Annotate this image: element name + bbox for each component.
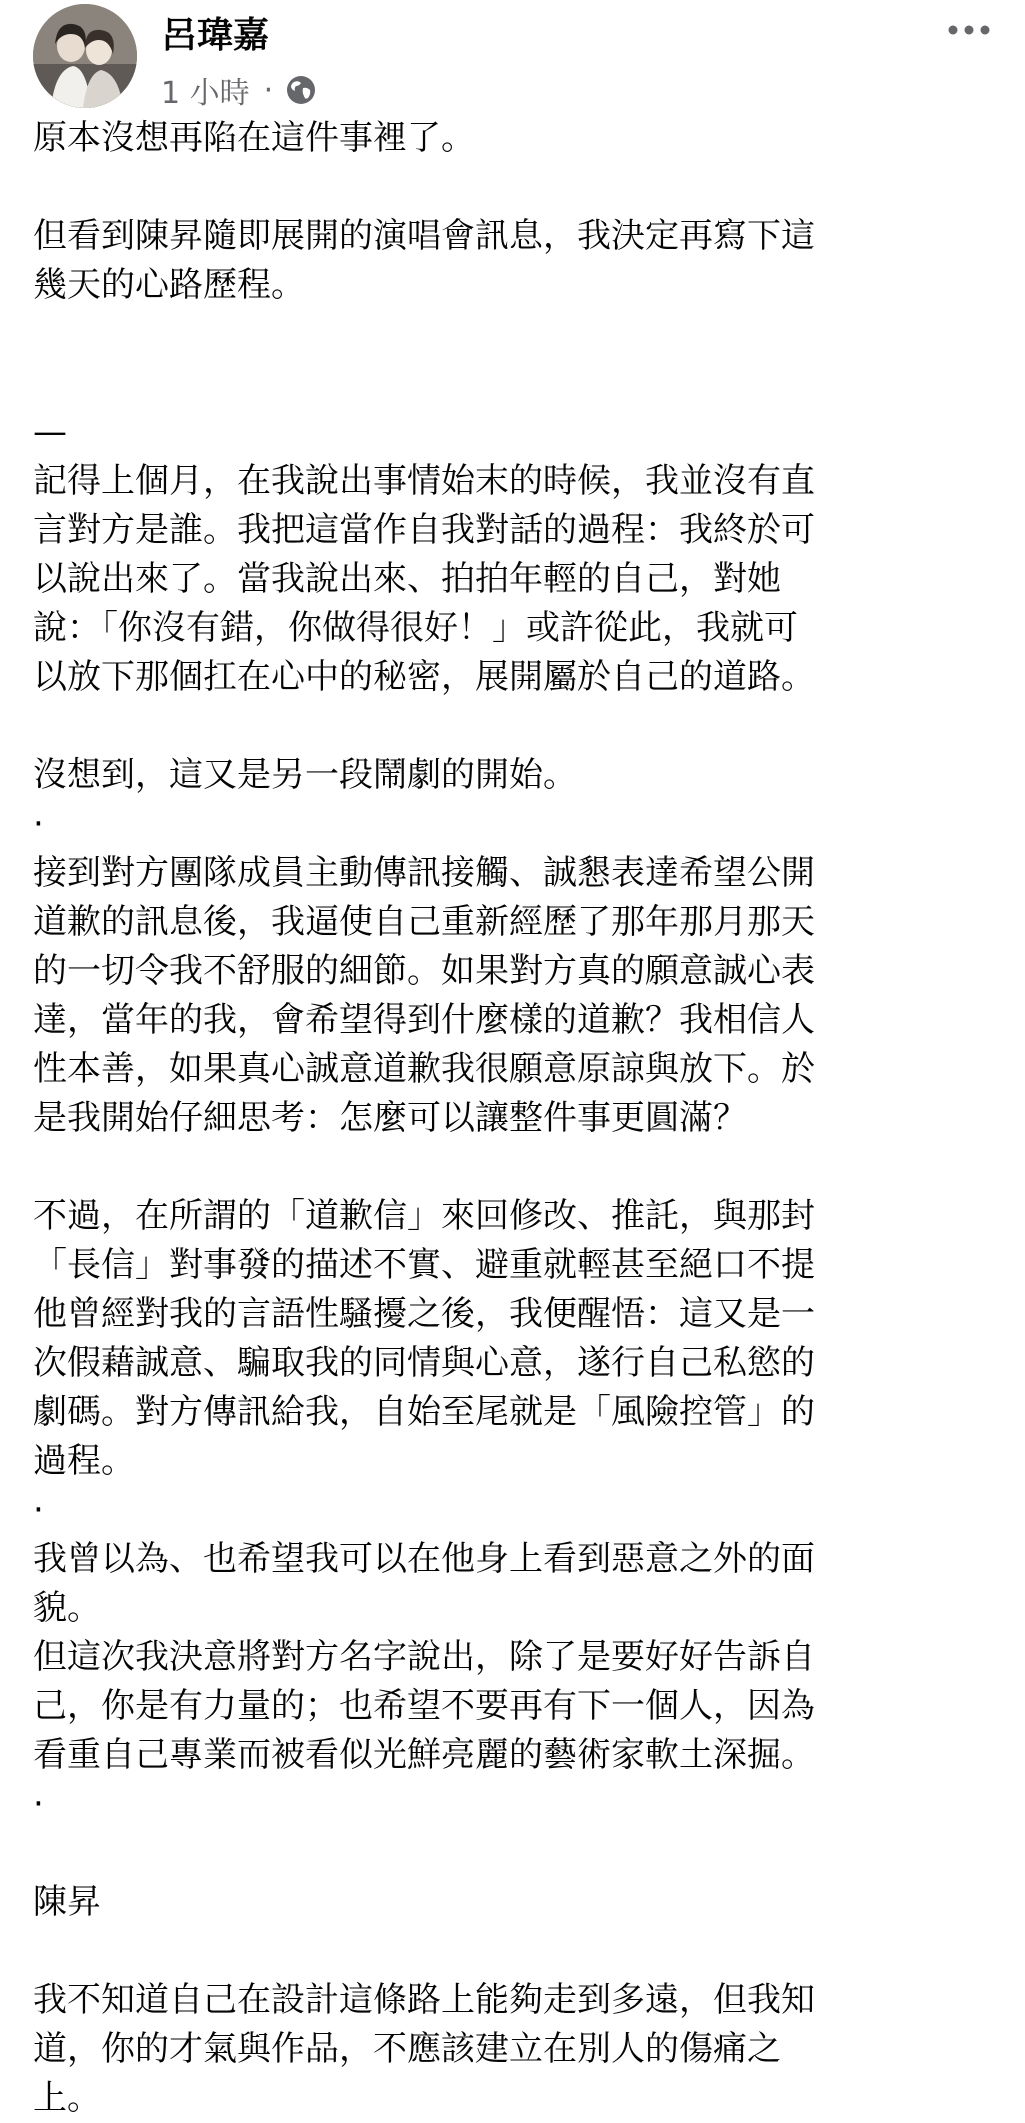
- paragraph-gap: [33, 702, 993, 751]
- post-meta: [161, 70, 317, 110]
- paragraph-5: 接到對方團隊成員主動傳訊接觸、誠懇表達希望公開 道歉的訊息後，我逼使自己重新經歷了那年那月那天 的一切令我不舒服的細節。如果對方真的願意誠心表 達，當年的我，會希望得到什麼樣的道歉？我相信人 性本善，如果真心誠意道歉我很願意原諒與放下。於 是我開始仔細思考：怎麼可以讓整件事更圓滿？: [33, 853, 815, 1138]
- dot-divider: ·: [33, 804, 44, 844]
- paragraph-4: 沒想到，這又是另一段鬧劇的開始。: [33, 755, 577, 795]
- post-timestamp[interactable]: 1 小時: [161, 76, 250, 111]
- post-header: [33, 4, 993, 114]
- post-text: [33, 114, 993, 2123]
- avatar-photo-icon: [33, 4, 137, 108]
- paragraph-8: 陳昇: [33, 1882, 101, 1922]
- paragraph-gap: [33, 1829, 993, 1878]
- paragraph-gap: [33, 310, 993, 408]
- paragraph-6: 不過，在所謂的「道歉信」來回修改、推託，與那封 「長信」對事發的描述不實、避重就輕甚至絕口不提 他曾經對我的言語性騷擾之後，我便醒悟：這又是一 次假藉誠意、騙取我的同情與心意，遂行自己私慾的 劇碼。對方傳訊給我，自始至尾就是「風險控管」的 過程。: [33, 1196, 815, 1481]
- more-horizontal-icon[interactable]: [945, 18, 993, 42]
- author-name[interactable]: 呂瑋嘉: [161, 15, 270, 56]
- dot-divider: ·: [33, 1490, 44, 1530]
- paragraph-gap: [33, 1143, 993, 1192]
- paragraph-7: 我曾以為、也希望我可以在他身上看到惡意之外的面 貌。 但這次我決意將對方名字說出，除了是要好好告訴自 己，你是有力量的；也希望不要再有下一個人，因為 看重自己專業而被看似光鮮亮麗的藝術家軟土深掘。: [33, 1539, 815, 1775]
- paragraph-3: 記得上個月，在我說出事情始末的時候，我並沒有直 言對方是誰。我把這當作自我對話的過程：我終於可 以說出來了。當我說出來、拍拍年輕的自己，對她 說：「你沒有錯，你做得很好！」或許從此，我就可 以放下那個扛在心中的秘密，展開屬於自己的道路。: [33, 461, 815, 697]
- paragraph-gap: [33, 163, 993, 212]
- paragraph-1: 原本沒想再陷在這件事裡了。: [33, 118, 475, 158]
- meta-separator: ·: [263, 72, 274, 108]
- dash-divider: —: [33, 412, 67, 452]
- avatar[interactable]: [33, 4, 137, 108]
- globe-icon[interactable]: [285, 74, 317, 106]
- paragraph-9: 我不知道自己在設計這條路上能夠走到多遠，但我知 道，你的才氣與作品，不應該建立在別人的傷痛之 上。: [33, 1980, 815, 2118]
- paragraph-gap: [33, 1927, 993, 1976]
- dot-divider: ·: [33, 1784, 44, 1824]
- paragraph-2: 但看到陳昇隨即展開的演唱會訊息，我決定再寫下這 幾天的心路歷程。: [33, 216, 815, 305]
